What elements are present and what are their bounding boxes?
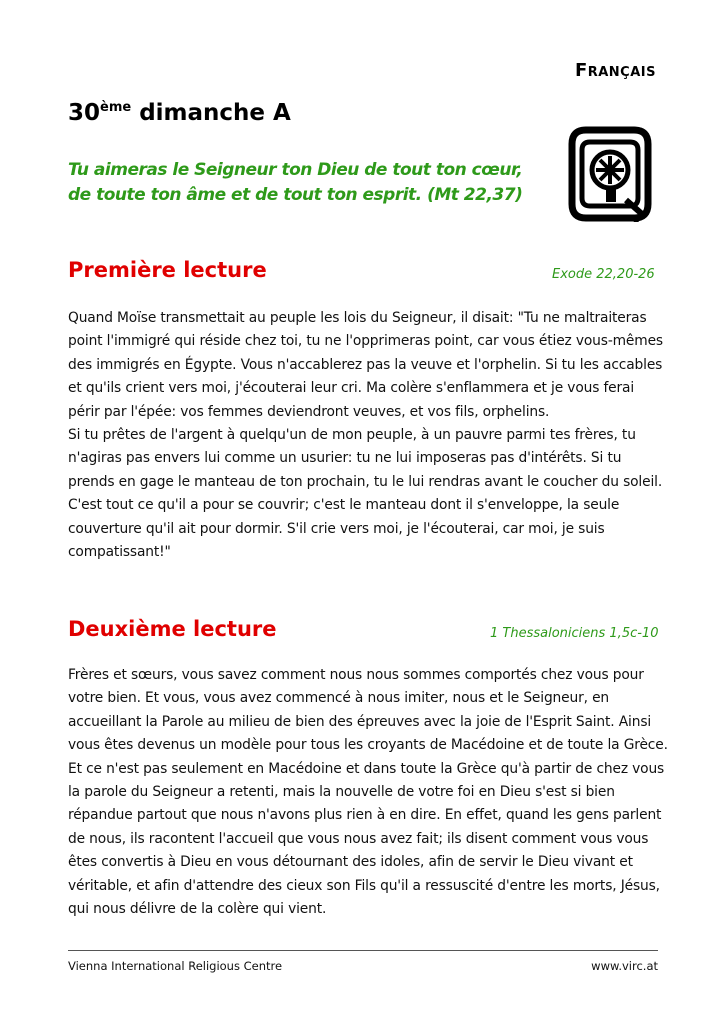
reading2-reference: 1 Thessaloniciens 1,5c-10 [490,626,659,641]
reading1-paragraph-1: Quand Moïse transmettait au peuple les lois du Seigneur, il disait: "Tu ne maltraiteras point l'immigré qui réside chez toi, tu ne l'opprimeras point, car vous étiez vous-mêmes des immigrés en Égypte. Vous n'accablerez pas la veuve et l'orphelin. Si tu les accables et qu'ils crient vers moi, j'écouterai leur cri. Ma colère s'enflammera et je vous ferai périr par l'épée: vos femmes deviendront veuves, et vos fils, orphelins. [68,310,663,420]
language-label: Français [574,60,656,81]
reading2-paragraph-1: Frères et sœurs, vous savez comment nous nous sommes comportés chez vous pour votre bien. Et vous, vous avez commencé à nous imiter, nous et le Seigneur, en accueillant la Parole au milieu de bien des épreuves avec la joie de l'Esprit Saint. Ainsi vous êtes devenus un modèle pour tous les croyants de Macédoine et de toute la Grèce. Et ce n'est pas seulement en Macédoine et dans toute la Grèce qu'à partir de chez vous la parole du Seigneur a retenti, mais la nouvelle de votre foi en Dieu s'est si bien répandue partout que nous n'avons plus rien à en dire. En effet, quand les gens parlent de nous, ils racontent l'accueil que vous nous avez fait; ils disent comment vous vous êtes convertis à Dieu en vous détournant des idoles, afin de servir le Dieu vivant et véritable, et afin d'attendre des cieux son Fils qu'il a ressuscité d'entre les morts, Jésus, qui nous délivre de la colère qui vient. [68,667,668,918]
reading1-paragraph-2: Si tu prêtes de l'argent à quelqu'un de mon peuple, à un pauvre parmi tes frères, tu n'agiras pas envers lui comme un usurier: tu ne lui imposeras pas d'intérêts. Si tu prends en gage le manteau de ton prochain, tu le lui rendras avant le coucher du soleil. C'est tout ce qu'il a pour se couvrir; c'est le manteau dont il s'enveloppe, la seule couverture qu'il ait pour dormir. S'il crie vers moi, je l'écouterai, car moi, je suis compatissant!" [68,427,663,561]
title-superscript: ème [100,100,132,116]
page-title [68,100,291,126]
title-rest: dimanche A [139,100,291,126]
virc-emblem-icon [568,126,652,222]
reading2-text [68,664,668,921]
reading2-heading: Deuxième lecture [68,617,277,641]
reading1-reference: Exode 22,20-26 [552,267,655,282]
title-number: 30 [68,100,101,126]
motto-line-1: Tu aimeras le Seigneur ton Dieu de tout ton cœur, [68,160,523,180]
motto-line-2: de toute ton âme et de tout ton esprit. (Mt 22,37) [68,185,523,205]
footer-divider [68,950,658,951]
footer-organization: Vienna International Religious Centre [68,959,283,973]
reading1-text [68,307,668,564]
footer-website: www.virc.at [591,959,658,973]
gospel-motto [68,158,538,208]
reading1-heading: Première lecture [68,258,267,282]
